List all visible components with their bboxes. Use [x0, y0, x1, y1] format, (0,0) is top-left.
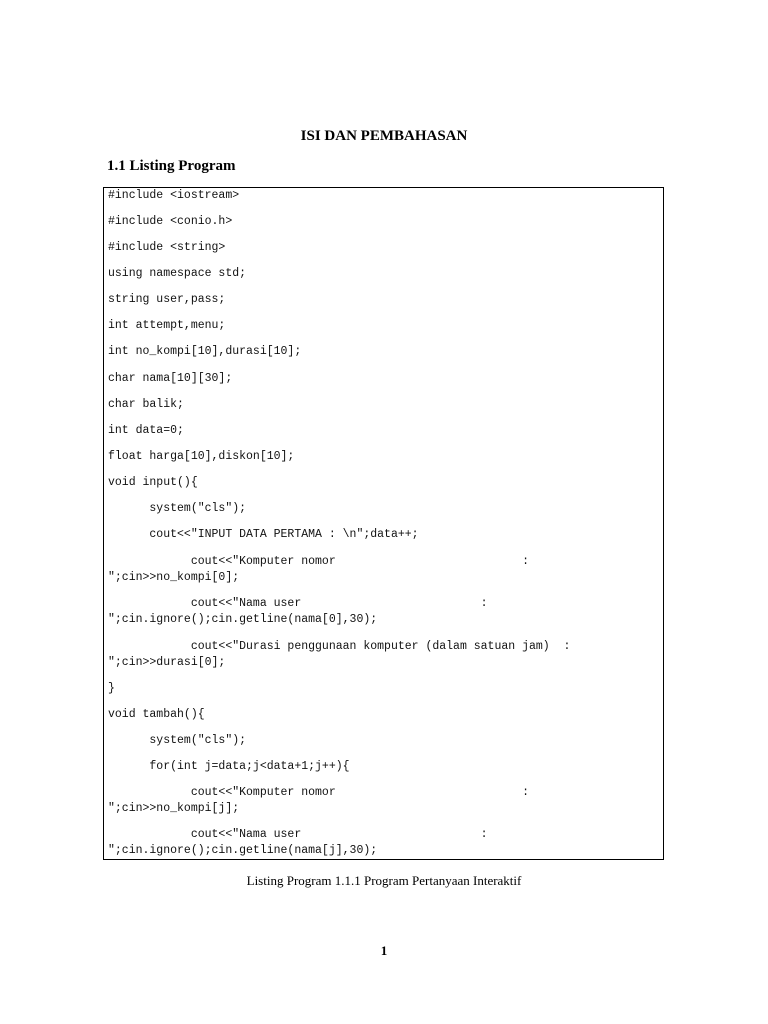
- code-line: #include <iostream>: [108, 189, 240, 202]
- code-line: #include <conio.h>: [108, 215, 233, 228]
- page-title: ISI DAN PEMBAHASAN: [300, 128, 468, 144]
- code-line: float harga[10],diskon[10];: [108, 450, 295, 463]
- code-listing-box: [103, 187, 664, 860]
- section-heading: 1.1 Listing Program: [107, 158, 236, 174]
- code-line: int attempt,menu;: [108, 319, 226, 332]
- code-line: cout<<"Komputer nomor :: [108, 786, 529, 799]
- code-line: cout<<"Durasi penggunaan komputer (dalam satuan jam) :: [108, 640, 571, 653]
- code-line: char balik;: [108, 398, 184, 411]
- code-line: cout<<"Nama user :: [108, 597, 488, 610]
- code-line: using namespace std;: [108, 267, 247, 280]
- code-line: cout<<"Komputer nomor :: [108, 555, 529, 568]
- listing-caption: Listing Program 1.1.1 Program Pertanyaan Interaktif: [246, 873, 522, 888]
- code-line: system("cls");: [108, 502, 247, 515]
- code-line: ";cin>>no_kompi[j];: [108, 802, 240, 815]
- code-line: ";cin>>no_kompi[0];: [108, 571, 240, 584]
- code-line: cout<<"Nama user :: [108, 828, 488, 841]
- code-line: system("cls");: [108, 734, 247, 747]
- code-line: cout<<"INPUT DATA PERTAMA : \n";data++;: [108, 528, 419, 541]
- code-line: void input(){: [108, 476, 198, 489]
- code-line: for(int j=data;j<data+1;j++){: [108, 760, 350, 773]
- code-line: string user,pass;: [108, 293, 226, 306]
- code-line: ";cin.ignore();cin.getline(nama[j],30);: [108, 844, 378, 857]
- code-line: }: [108, 682, 115, 695]
- code-line: int no_kompi[10],durasi[10];: [108, 345, 302, 358]
- code-line: ";cin>>durasi[0];: [108, 656, 226, 669]
- code-line: int data=0;: [108, 424, 184, 437]
- page-number: 1: [380, 943, 388, 958]
- code-line: ";cin.ignore();cin.getline(nama[0],30);: [108, 613, 378, 626]
- code-line: void tambah(){: [108, 708, 205, 721]
- code-line: #include <string>: [108, 241, 226, 254]
- code-line: char nama[10][30];: [108, 372, 233, 385]
